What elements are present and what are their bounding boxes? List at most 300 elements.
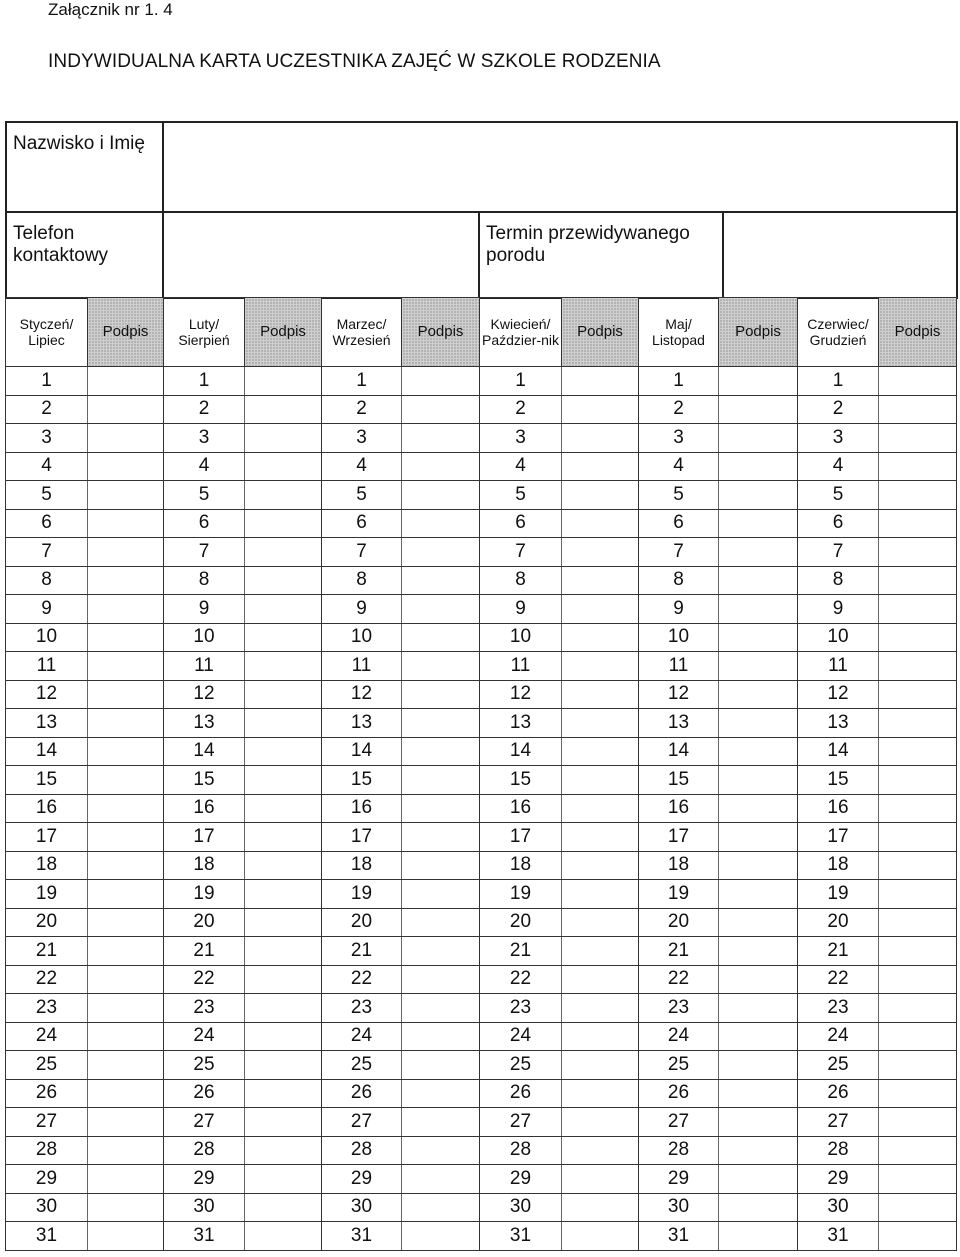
signature-cell[interactable] (245, 1222, 322, 1251)
day-number: 16 (480, 794, 562, 823)
day-row (6, 652, 957, 681)
day-number: 4 (322, 452, 402, 481)
signature-cell[interactable] (562, 994, 639, 1023)
signature-cell[interactable] (719, 880, 798, 909)
signature-cell[interactable] (562, 766, 639, 795)
signature-cell[interactable] (719, 1193, 798, 1222)
month-header: Kwiecień/ Paździer-nik (480, 298, 562, 367)
signature-cell[interactable] (879, 481, 957, 510)
signature-cell[interactable] (879, 452, 957, 481)
signature-cell[interactable] (88, 880, 164, 909)
signature-cell[interactable] (245, 1136, 322, 1165)
day-number: 11 (322, 652, 402, 681)
signature-cell[interactable] (719, 367, 798, 396)
day-number: 16 (164, 794, 245, 823)
month-header: Luty/ Sierpień (164, 298, 245, 367)
day-number: 13 (6, 709, 88, 738)
month-header: Czerwiec/ Grudzień (798, 298, 879, 367)
signature-cell[interactable] (245, 994, 322, 1023)
signature-cell[interactable] (879, 680, 957, 709)
day-number: 24 (639, 1022, 719, 1051)
signature-cell[interactable] (879, 937, 957, 966)
day-number: 6 (322, 509, 402, 538)
signature-cell[interactable] (719, 1079, 798, 1108)
signature-cell[interactable] (879, 709, 957, 738)
day-number: 14 (322, 737, 402, 766)
signature-cell[interactable] (88, 1079, 164, 1108)
signature-cell[interactable] (402, 737, 480, 766)
day-number: 21 (164, 937, 245, 966)
day-number: 27 (798, 1108, 879, 1137)
signature-cell[interactable] (719, 1165, 798, 1194)
signature-cell[interactable] (719, 538, 798, 567)
day-number: 10 (639, 623, 719, 652)
day-number: 25 (639, 1051, 719, 1080)
signature-cell[interactable] (88, 595, 164, 624)
signature-cell[interactable] (879, 566, 957, 595)
day-number: 13 (798, 709, 879, 738)
signature-cell[interactable] (245, 880, 322, 909)
signature-cell[interactable] (402, 1022, 480, 1051)
day-number: 3 (164, 424, 245, 453)
signature-cell[interactable] (88, 452, 164, 481)
signature-cell[interactable] (719, 509, 798, 538)
signature-cell[interactable] (562, 452, 639, 481)
signature-cell[interactable] (88, 908, 164, 937)
signature-cell[interactable] (719, 395, 798, 424)
day-number: 31 (322, 1222, 402, 1251)
day-row (6, 709, 957, 738)
day-number: 15 (322, 766, 402, 795)
day-number: 8 (164, 566, 245, 595)
signature-cell[interactable] (879, 851, 957, 880)
signature-cell[interactable] (245, 538, 322, 567)
day-row (6, 766, 957, 795)
signature-cell[interactable] (719, 481, 798, 510)
signature-cell[interactable] (719, 994, 798, 1023)
signature-cell[interactable] (719, 851, 798, 880)
day-number: 24 (6, 1022, 88, 1051)
signature-cell[interactable] (719, 680, 798, 709)
signature-cell[interactable] (719, 1222, 798, 1251)
day-number: 13 (480, 709, 562, 738)
day-number: 20 (639, 908, 719, 937)
signature-cell[interactable] (719, 908, 798, 937)
day-number: 20 (798, 908, 879, 937)
day-number: 12 (639, 680, 719, 709)
signature-cell[interactable] (562, 1079, 639, 1108)
day-number: 4 (798, 452, 879, 481)
day-number: 8 (6, 566, 88, 595)
signature-cell[interactable] (879, 509, 957, 538)
signature-cell[interactable] (719, 424, 798, 453)
day-number: 19 (639, 880, 719, 909)
signature-cell[interactable] (719, 623, 798, 652)
signature-cell[interactable] (245, 794, 322, 823)
signature-cell[interactable] (562, 1022, 639, 1051)
signature-cell[interactable] (402, 481, 480, 510)
signature-cell[interactable] (245, 452, 322, 481)
signature-cell[interactable] (562, 1193, 639, 1222)
day-number: 1 (480, 367, 562, 396)
signature-cell[interactable] (245, 965, 322, 994)
signature-cell[interactable] (402, 880, 480, 909)
day-number: 5 (798, 481, 879, 510)
signature-cell[interactable] (245, 566, 322, 595)
signature-cell[interactable] (245, 1108, 322, 1137)
signature-cell[interactable] (88, 424, 164, 453)
day-number: 5 (480, 481, 562, 510)
signature-cell[interactable] (562, 937, 639, 966)
signature-cell[interactable] (88, 652, 164, 681)
signature-cell[interactable] (245, 367, 322, 396)
due-date-field[interactable] (723, 212, 957, 298)
signature-cell[interactable] (719, 452, 798, 481)
signature-cell[interactable] (88, 1108, 164, 1137)
day-number: 8 (322, 566, 402, 595)
day-number: 26 (164, 1079, 245, 1108)
signature-header: Podpis (245, 298, 322, 367)
signature-cell[interactable] (562, 538, 639, 567)
signature-cell[interactable] (245, 481, 322, 510)
signature-cell[interactable] (719, 1136, 798, 1165)
signature-cell[interactable] (88, 709, 164, 738)
signature-cell[interactable] (88, 737, 164, 766)
signature-cell[interactable] (402, 994, 480, 1023)
signature-cell[interactable] (562, 481, 639, 510)
signature-cell[interactable] (562, 395, 639, 424)
signature-cell[interactable] (88, 1136, 164, 1165)
signature-cell[interactable] (245, 395, 322, 424)
day-row (6, 965, 957, 994)
signature-cell[interactable] (402, 766, 480, 795)
signature-cell[interactable] (879, 1108, 957, 1137)
day-number: 22 (639, 965, 719, 994)
day-number: 16 (798, 794, 879, 823)
signature-cell[interactable] (402, 823, 480, 852)
day-number: 18 (6, 851, 88, 880)
day-number: 23 (322, 994, 402, 1023)
day-row (6, 994, 957, 1023)
day-number: 14 (798, 737, 879, 766)
day-row (6, 937, 957, 966)
signature-cell[interactable] (402, 367, 480, 396)
day-number: 11 (480, 652, 562, 681)
signature-cell[interactable] (562, 680, 639, 709)
signature-cell[interactable] (88, 823, 164, 852)
day-number: 28 (480, 1136, 562, 1165)
signature-cell[interactable] (402, 1193, 480, 1222)
signature-cell[interactable] (245, 851, 322, 880)
day-number: 27 (322, 1108, 402, 1137)
signature-cell[interactable] (245, 709, 322, 738)
day-number: 15 (480, 766, 562, 795)
signature-cell[interactable] (402, 652, 480, 681)
day-number: 23 (164, 994, 245, 1023)
signature-cell[interactable] (245, 1079, 322, 1108)
signature-cell[interactable] (562, 1136, 639, 1165)
signature-cell[interactable] (562, 794, 639, 823)
day-number: 1 (6, 367, 88, 396)
signature-cell[interactable] (719, 652, 798, 681)
signature-cell[interactable] (88, 937, 164, 966)
day-number: 27 (480, 1108, 562, 1137)
day-number: 13 (639, 709, 719, 738)
signature-cell[interactable] (719, 1051, 798, 1080)
signature-cell[interactable] (562, 880, 639, 909)
signature-cell[interactable] (719, 823, 798, 852)
day-row (6, 452, 957, 481)
signature-header: Podpis (562, 298, 639, 367)
signature-cell[interactable] (88, 481, 164, 510)
signature-cell[interactable] (402, 623, 480, 652)
due-date-label: Termin przewidywanego porodu (479, 212, 723, 298)
signature-cell[interactable] (879, 623, 957, 652)
signature-cell[interactable] (879, 1022, 957, 1051)
day-number: 28 (6, 1136, 88, 1165)
signature-cell[interactable] (88, 509, 164, 538)
signature-cell[interactable] (402, 965, 480, 994)
day-number: 28 (639, 1136, 719, 1165)
day-number: 29 (480, 1165, 562, 1194)
signature-cell[interactable] (719, 1108, 798, 1137)
signature-cell[interactable] (245, 424, 322, 453)
signature-cell[interactable] (88, 367, 164, 396)
signature-cell[interactable] (88, 538, 164, 567)
signature-cell[interactable] (562, 1222, 639, 1251)
signature-cell[interactable] (562, 652, 639, 681)
day-number: 1 (322, 367, 402, 396)
signature-cell[interactable] (562, 965, 639, 994)
signature-cell[interactable] (88, 566, 164, 595)
signature-cell[interactable] (719, 1022, 798, 1051)
day-row (6, 566, 957, 595)
day-number: 26 (322, 1079, 402, 1108)
signature-cell[interactable] (88, 1222, 164, 1251)
day-number: 25 (322, 1051, 402, 1080)
day-number: 3 (480, 424, 562, 453)
signature-cell[interactable] (879, 595, 957, 624)
signature-cell[interactable] (879, 737, 957, 766)
signature-cell[interactable] (879, 1193, 957, 1222)
day-number: 23 (6, 994, 88, 1023)
signature-cell[interactable] (562, 737, 639, 766)
day-number: 3 (6, 424, 88, 453)
signature-cell[interactable] (879, 538, 957, 567)
signature-cell[interactable] (88, 766, 164, 795)
signature-cell[interactable] (245, 823, 322, 852)
month-header: Maj/ Listopad (639, 298, 719, 367)
signature-cell[interactable] (562, 851, 639, 880)
day-number: 12 (798, 680, 879, 709)
signature-cell[interactable] (402, 1108, 480, 1137)
name-label: Nazwisko i Imię (6, 122, 163, 212)
day-number: 25 (164, 1051, 245, 1080)
signature-cell[interactable] (562, 367, 639, 396)
signature-cell[interactable] (562, 1051, 639, 1080)
signature-cell[interactable] (245, 937, 322, 966)
day-number: 17 (639, 823, 719, 852)
signature-cell[interactable] (562, 1108, 639, 1137)
signature-cell[interactable] (562, 623, 639, 652)
day-number: 9 (6, 595, 88, 624)
signature-cell[interactable] (88, 1051, 164, 1080)
signature-cell[interactable] (562, 509, 639, 538)
day-row (6, 481, 957, 510)
signature-cell[interactable] (245, 908, 322, 937)
signature-cell[interactable] (402, 1136, 480, 1165)
signature-cell[interactable] (88, 1165, 164, 1194)
month-header: Marzec/ Wrzesień (322, 298, 402, 367)
signature-cell[interactable] (879, 823, 957, 852)
day-row (6, 538, 957, 567)
day-number: 15 (164, 766, 245, 795)
signature-cell[interactable] (879, 395, 957, 424)
signature-cell[interactable] (245, 623, 322, 652)
signature-cell[interactable] (562, 823, 639, 852)
signature-cell[interactable] (562, 709, 639, 738)
signature-cell[interactable] (88, 623, 164, 652)
signature-cell[interactable] (402, 595, 480, 624)
signature-cell[interactable] (88, 395, 164, 424)
signature-cell[interactable] (879, 1051, 957, 1080)
signature-cell[interactable] (245, 595, 322, 624)
phone-field[interactable] (163, 212, 479, 298)
day-number: 13 (322, 709, 402, 738)
signature-cell[interactable] (402, 908, 480, 937)
signature-cell[interactable] (402, 851, 480, 880)
signature-cell[interactable] (719, 737, 798, 766)
signature-cell[interactable] (719, 965, 798, 994)
day-number: 10 (6, 623, 88, 652)
day-number: 23 (639, 994, 719, 1023)
signature-cell[interactable] (88, 851, 164, 880)
day-number: 11 (164, 652, 245, 681)
day-number: 11 (6, 652, 88, 681)
signature-cell[interactable] (88, 994, 164, 1023)
day-number: 9 (164, 595, 245, 624)
day-number: 30 (639, 1193, 719, 1222)
signature-cell[interactable] (402, 1079, 480, 1108)
day-number: 21 (798, 937, 879, 966)
day-number: 16 (322, 794, 402, 823)
signature-cell[interactable] (719, 595, 798, 624)
signature-cell[interactable] (879, 908, 957, 937)
annex-label: Załącznik nr 1. 4 (48, 0, 173, 19)
signature-cell[interactable] (719, 937, 798, 966)
signature-cell[interactable] (245, 509, 322, 538)
day-number: 22 (164, 965, 245, 994)
signature-cell[interactable] (402, 794, 480, 823)
signature-cell[interactable] (879, 1136, 957, 1165)
signature-cell[interactable] (402, 680, 480, 709)
name-field[interactable] (163, 122, 957, 212)
day-number: 3 (322, 424, 402, 453)
signature-cell[interactable] (879, 766, 957, 795)
day-number: 1 (798, 367, 879, 396)
signature-cell[interactable] (879, 1079, 957, 1108)
day-row (6, 595, 957, 624)
day-number: 9 (322, 595, 402, 624)
signature-cell[interactable] (719, 709, 798, 738)
day-number: 16 (6, 794, 88, 823)
signature-cell[interactable] (719, 766, 798, 795)
signature-cell[interactable] (245, 1193, 322, 1222)
signature-cell[interactable] (245, 737, 322, 766)
signature-cell[interactable] (879, 424, 957, 453)
day-number: 12 (322, 680, 402, 709)
signature-cell[interactable] (245, 680, 322, 709)
day-number: 30 (6, 1193, 88, 1222)
signature-cell[interactable] (562, 908, 639, 937)
signature-cell[interactable] (88, 1022, 164, 1051)
signature-cell[interactable] (562, 424, 639, 453)
signature-cell[interactable] (879, 794, 957, 823)
day-number: 30 (480, 1193, 562, 1222)
signature-cell[interactable] (245, 1051, 322, 1080)
phone-label: Telefon kontaktowy (6, 212, 163, 298)
signature-cell[interactable] (879, 965, 957, 994)
signature-cell[interactable] (562, 1165, 639, 1194)
signature-cell[interactable] (88, 794, 164, 823)
signature-cell[interactable] (879, 367, 957, 396)
signature-cell[interactable] (879, 1165, 957, 1194)
signature-cell[interactable] (245, 766, 322, 795)
signature-cell[interactable] (879, 652, 957, 681)
day-number: 7 (6, 538, 88, 567)
signature-cell[interactable] (402, 538, 480, 567)
day-number: 2 (6, 395, 88, 424)
day-number: 21 (322, 937, 402, 966)
signature-cell[interactable] (402, 1051, 480, 1080)
signature-cell[interactable] (402, 937, 480, 966)
signature-cell[interactable] (402, 1165, 480, 1194)
signature-cell[interactable] (562, 595, 639, 624)
signature-cell[interactable] (402, 509, 480, 538)
day-number: 28 (164, 1136, 245, 1165)
day-number: 31 (480, 1222, 562, 1251)
signature-cell[interactable] (402, 1222, 480, 1251)
signature-cell[interactable] (245, 1022, 322, 1051)
signature-cell[interactable] (879, 1222, 957, 1251)
day-number: 19 (480, 880, 562, 909)
signature-cell[interactable] (245, 652, 322, 681)
day-number: 26 (639, 1079, 719, 1108)
signature-cell[interactable] (879, 880, 957, 909)
day-number: 21 (480, 937, 562, 966)
signature-cell[interactable] (562, 566, 639, 595)
signature-cell[interactable] (719, 794, 798, 823)
day-number: 18 (164, 851, 245, 880)
day-number: 14 (6, 737, 88, 766)
signature-cell[interactable] (402, 395, 480, 424)
signature-cell[interactable] (402, 709, 480, 738)
day-number: 24 (480, 1022, 562, 1051)
signature-cell[interactable] (402, 424, 480, 453)
signature-cell[interactable] (245, 1165, 322, 1194)
signature-cell[interactable] (402, 566, 480, 595)
signature-cell[interactable] (719, 566, 798, 595)
signature-cell[interactable] (88, 1193, 164, 1222)
signature-cell[interactable] (879, 994, 957, 1023)
signature-cell[interactable] (88, 965, 164, 994)
signature-cell[interactable] (402, 452, 480, 481)
day-number: 7 (639, 538, 719, 567)
day-number: 20 (164, 908, 245, 937)
day-number: 24 (322, 1022, 402, 1051)
signature-cell[interactable] (88, 680, 164, 709)
day-number: 2 (480, 395, 562, 424)
